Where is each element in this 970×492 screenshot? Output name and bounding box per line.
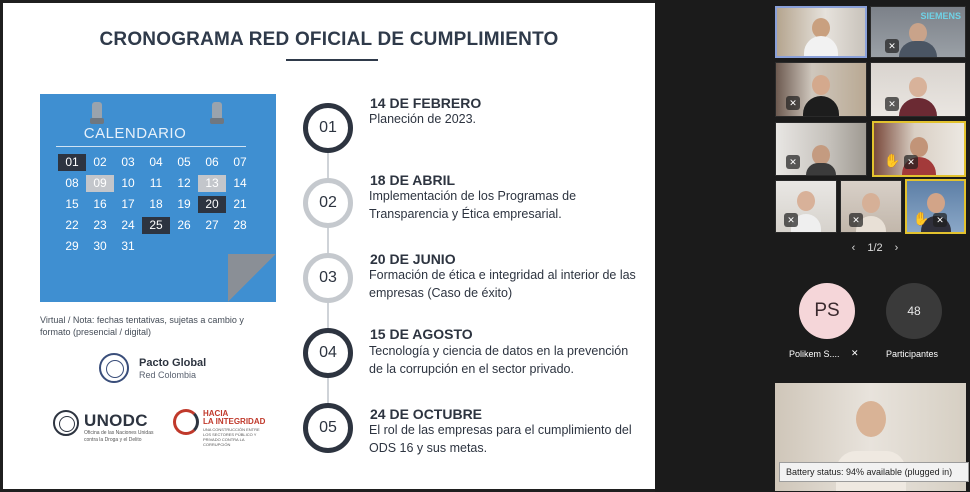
calendar-day: 02 [93, 155, 107, 169]
participant-tile[interactable] [870, 6, 966, 58]
participant-avatar [862, 193, 880, 213]
raised-hand-icon: ✋ [913, 211, 930, 226]
calendar-day: 11 [149, 176, 163, 190]
participants-count-button[interactable]: 48 [886, 283, 942, 339]
gallery-pager [845, 242, 905, 254]
calendar-day: 23 [93, 218, 107, 232]
calendar-day: 09 [86, 175, 114, 192]
calendar-day: 10 [121, 176, 135, 190]
un-emblem-icon [53, 410, 79, 436]
calendar-day: 24 [121, 218, 135, 232]
unodc-logo [53, 408, 163, 448]
speaker-avatar [856, 401, 886, 437]
participant-avatar [909, 23, 927, 43]
timeline-step-5: 05 [303, 403, 353, 453]
pager-prev-button[interactable]: ‹ [851, 242, 856, 254]
event-desc-5: El rol de las empresas para el cumplimiento del ODS 16 y sus metas. [369, 423, 632, 455]
participant-avatar [910, 137, 928, 157]
mic-off-icon: ✕ [849, 213, 863, 227]
event-date-5: 24 DE OCTUBRE [370, 406, 483, 422]
un-globe-icon [99, 353, 129, 383]
calendar-divider [56, 146, 246, 147]
event-desc-4: Tecnología y ciencia de datos en la prevención de la corrupción en el sector privado. [369, 344, 629, 376]
participant-avatar [812, 145, 830, 165]
event-desc-1: Planeción de 2023. [369, 112, 477, 126]
schedule-note: Virtual / Nota: fechas tentativas, sujetas a cambio y formato (presencial / digital) [40, 315, 244, 337]
calendar-day: 12 [177, 176, 191, 190]
pager-label: 1/2 [867, 242, 883, 254]
event-date-3: 20 DE JUNIO [370, 251, 456, 267]
participant-body [806, 163, 836, 175]
participant-tile[interactable] [775, 62, 867, 117]
integrity-emblem-icon [173, 409, 199, 435]
calendar-page-curl [228, 254, 276, 302]
calendar-day: 19 [177, 197, 191, 211]
calendar-day: 30 [93, 239, 107, 253]
hacia-subtitle: UNA CONSTRUCCIÓN ENTRE LOS SECTORES PÚBLICO Y PRIVADO CONTRA LA CORRUPCIÓN [203, 427, 260, 447]
calendar-day: 03 [121, 155, 135, 169]
slide-title: CRONOGRAMA RED OFICIAL DE CUMPLIMIENTO [99, 29, 559, 50]
calendar-day: 26 [177, 218, 191, 232]
calendar-ring [212, 102, 222, 120]
calendar-day: 29 [65, 239, 79, 253]
mic-off-icon: ✕ [885, 97, 899, 111]
event-desc-2: Implementación de los Programas de Transparencia y Ética empresarial. [369, 189, 577, 221]
event-desc-3: Formación de ética e integridad al interior de las empresas (Caso de éxito) [369, 268, 636, 300]
timeline-step-2: 02 [303, 178, 353, 228]
calendar-day: 22 [65, 218, 79, 232]
participant-tile[interactable] [775, 122, 867, 176]
timeline-step-4: 04 [303, 328, 353, 378]
calendar-day: 17 [121, 197, 135, 211]
battery-status-tooltip: Battery status: 94% available (plugged in) [779, 462, 969, 482]
event-date-4: 15 DE AGOSTO [370, 326, 473, 342]
participant-tile[interactable] [775, 6, 867, 58]
pager-next-button[interactable]: › [894, 242, 899, 254]
unodc-name: UNODC [84, 411, 148, 430]
timeline-step-3: 03 [303, 253, 353, 303]
calendar-day: 08 [65, 176, 79, 190]
participant-avatar [812, 18, 830, 38]
shared-slide [3, 3, 655, 489]
participant-tile-speaking[interactable] [872, 121, 966, 177]
timeline-step-1: 01 [303, 103, 353, 153]
participant-tile[interactable] [775, 180, 837, 233]
participant-avatar [797, 191, 815, 211]
mic-off-icon: ✕ [786, 96, 800, 110]
event-date-2: 18 DE ABRIL [370, 172, 456, 188]
calendar-day: 14 [233, 176, 247, 190]
participant-tile[interactable] [870, 62, 966, 117]
calendar-day: 25 [142, 217, 170, 234]
participant-avatar [812, 75, 830, 95]
calendar-label: CALENDARIO [83, 125, 187, 142]
calendar-graphic [40, 94, 276, 302]
mic-off-icon: ✕ [786, 155, 800, 169]
unodc-subtitle: Oficina de las Naciones Unidas contra la Droga y el Delito [84, 430, 154, 443]
pacto-global-subtitle: Red Colombia [139, 370, 197, 380]
calendar-day: 06 [205, 155, 219, 169]
calendar-day: 28 [233, 218, 247, 232]
raised-hand-icon: ✋ [884, 153, 901, 168]
hacia-line-1: HACIA [203, 409, 229, 418]
calendar-grid [58, 154, 254, 255]
calendar-day: 07 [233, 155, 247, 169]
mic-off-icon: ✕ [851, 348, 859, 358]
calendar-day: 18 [149, 197, 163, 211]
calendar-day: 01 [58, 154, 86, 171]
calendar-day: 27 [205, 218, 219, 232]
participant-tile-speaking[interactable] [905, 179, 966, 234]
participant-name: Polikem S.... [789, 349, 840, 359]
calendar-day: 16 [93, 197, 107, 211]
mic-off-icon: ✕ [885, 39, 899, 53]
calendar-day: 15 [65, 197, 79, 211]
mic-off-icon: ✕ [933, 213, 947, 227]
mic-off-icon: ✕ [904, 155, 918, 169]
pacto-global-logo [99, 349, 219, 385]
participant-tile[interactable] [840, 180, 902, 233]
calendar-day: 20 [198, 196, 226, 213]
participants-label: Participantes [886, 349, 939, 359]
participant-avatar [909, 77, 927, 97]
participant-avatar [927, 193, 945, 213]
siemens-label: SIEMENS [920, 11, 961, 21]
hacia-line-2: LA INTEGRIDAD [203, 417, 266, 426]
calendar-day: 13 [198, 175, 226, 192]
pacto-global-name: Pacto Global [139, 357, 207, 369]
calendar-day: 21 [233, 197, 247, 211]
title-underline [286, 59, 378, 61]
hacia-integridad-logo [173, 405, 269, 445]
participant-initials-avatar[interactable]: PS [799, 283, 855, 339]
event-date-1: 14 DE FEBRERO [370, 95, 482, 111]
mic-off-icon: ✕ [784, 213, 798, 227]
calendar-day: 04 [149, 155, 163, 169]
calendar-ring [92, 102, 102, 120]
calendar-day: 05 [177, 155, 191, 169]
calendar-day: 31 [121, 239, 135, 253]
